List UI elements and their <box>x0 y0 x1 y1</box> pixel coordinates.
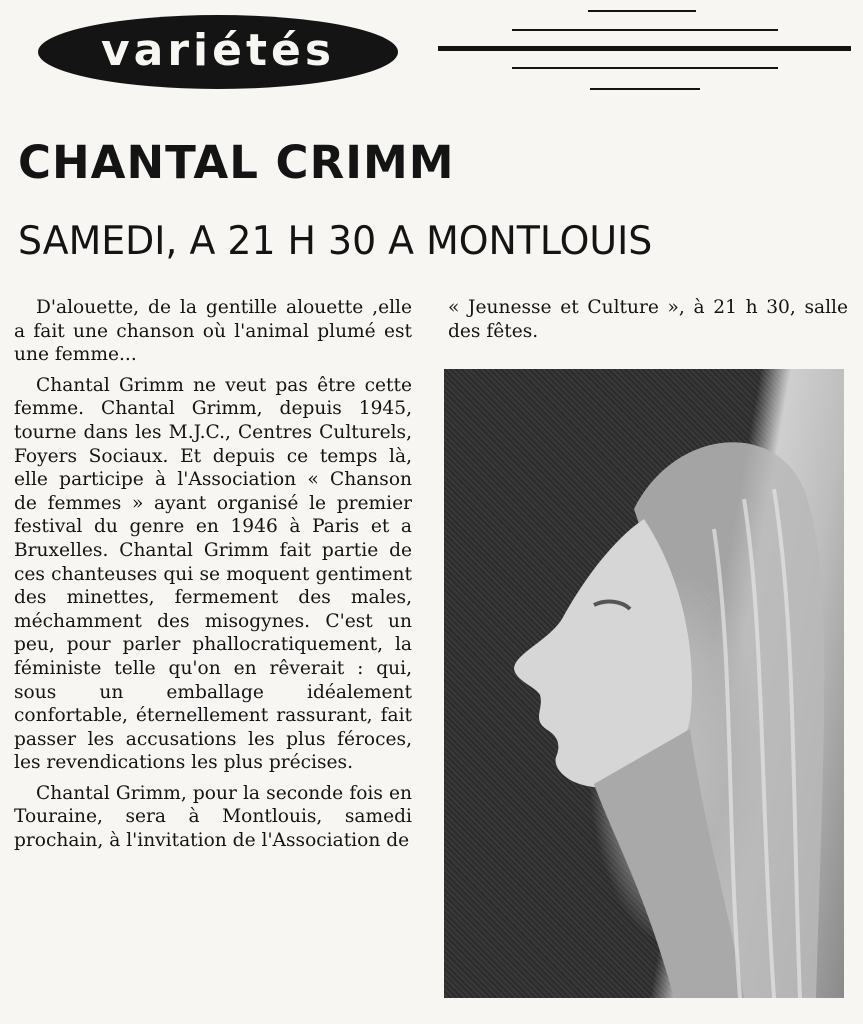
decorative-rule <box>512 67 778 69</box>
article-left-column <box>14 296 412 860</box>
article-paragraph-continued: « Jeunesse et Culture », à 21 h 30, salle des fêtes. <box>448 297 848 342</box>
section-banner <box>38 15 398 89</box>
decorative-rule <box>590 88 700 90</box>
article-headline: CHANTAL CRIMM <box>18 136 455 189</box>
article-paragraph: Chantal Grimm, pour la seconde fois en Touraine, sera à Montlouis, samedi prochain, à l'invitation de l'Association de <box>14 782 412 852</box>
decorative-rule <box>588 10 696 12</box>
section-label: variétés <box>100 24 336 76</box>
portrait-photo <box>444 369 844 998</box>
article-subheadline: SAMEDI, A 21 H 30 A MONTLOUIS <box>18 219 653 264</box>
article-paragraph: Chantal Grimm ne veut pas être cette femme. Chantal Grimm, depuis 1945, tourne dans les M.J.C., Centres Culturels, Foyers Sociaux. Et depuis ce temps là, elle participe à l'Association « Chanson de femmes » ayant organisé le premier festival du genre en 1946 à Paris et a Bruxelles. Chantal Grimm fait partie de ces chanteuses qui se moquent gentiment des minettes, fermement des males, méchamment des misogynes. C'est un peu, pour parler phallocratiquement, la féministe telle qu'on en rêverait : qui, sous un emballage idéalement confortable, éternellement rassurant, fait passer les accusations les plus féroces, les revendications les plus précises. <box>14 374 412 774</box>
article-paragraph: D'alouette, de la gentille alouette ,elle a fait une chanson où l'animal plumé est une femme... <box>14 297 412 366</box>
decorative-rule-main <box>438 46 851 51</box>
portrait-illustration <box>444 369 844 998</box>
decorative-rule <box>512 29 778 31</box>
article-right-column <box>448 296 848 343</box>
